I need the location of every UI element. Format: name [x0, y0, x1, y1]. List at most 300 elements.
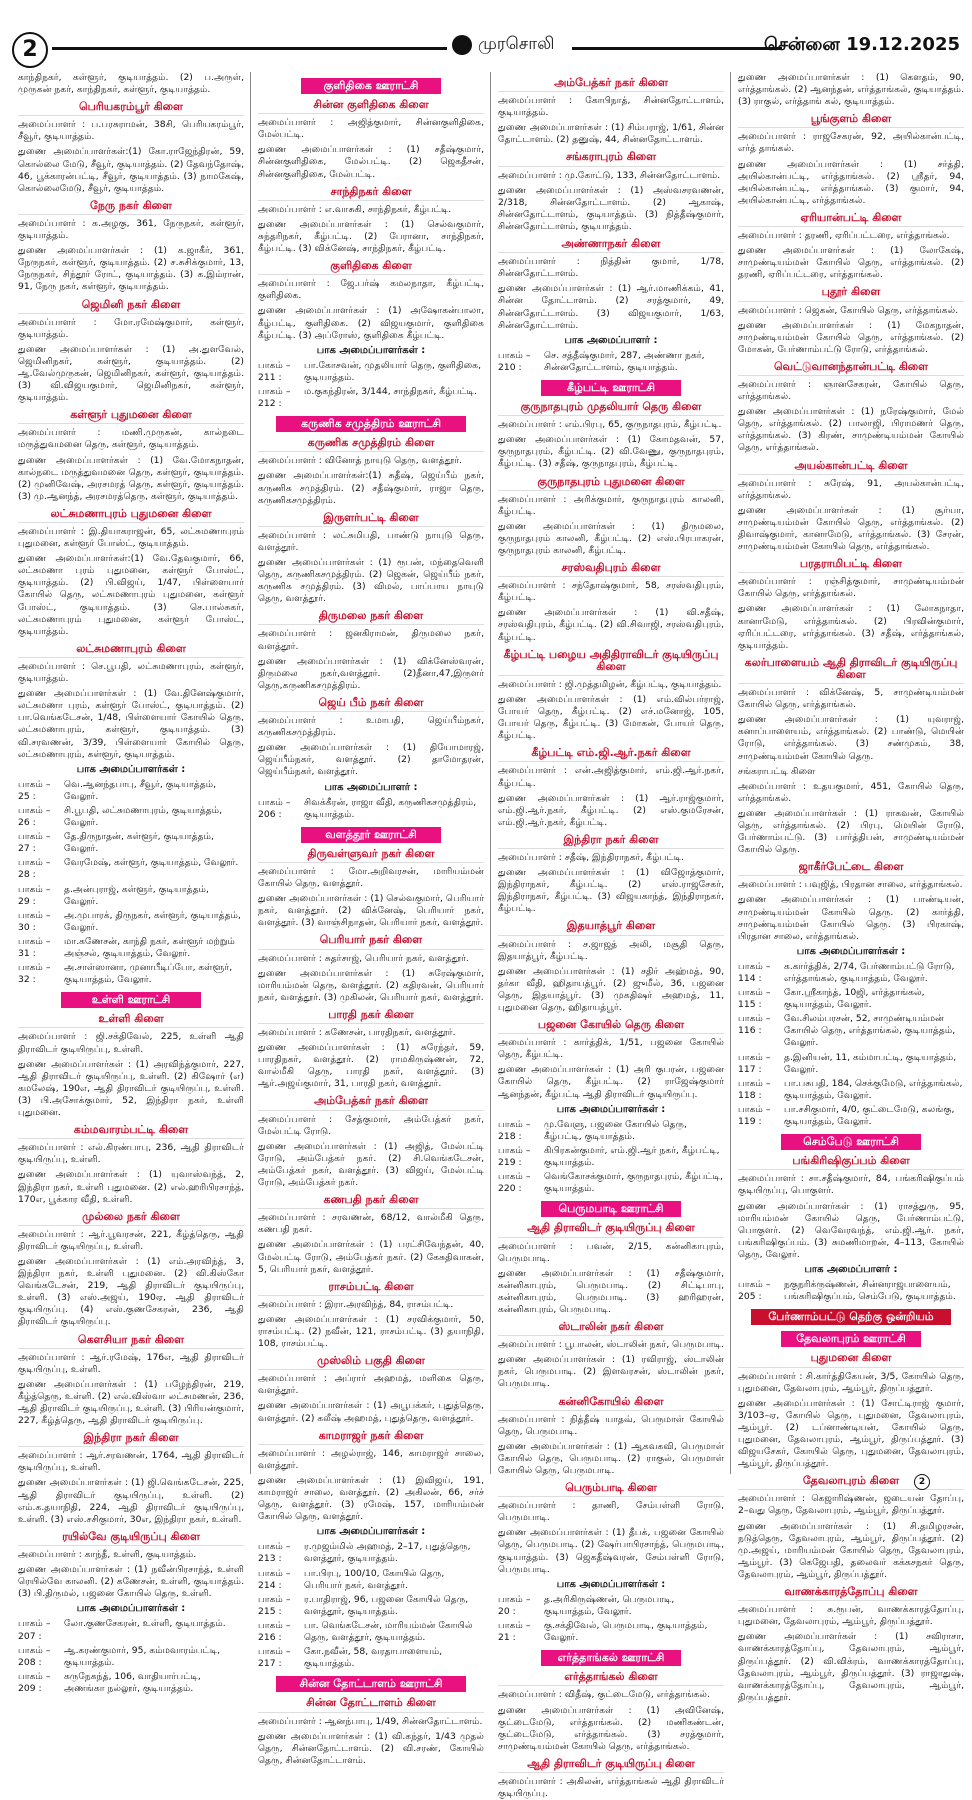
paragraph: காந்திநகர், கள்ளூர், குடியாத்தம். (2) ப.அருள், முருகன் நகர், காந்திநகர், கள்ளூர், குடியாத்தம். — [18, 72, 244, 96]
section-heading: ஜெமினி நகர் கிளை — [18, 299, 244, 314]
column-2 — [258, 72, 484, 1766]
paragraph: அமைப்பாளர் : உமாபதி, ஜெய்பீம்நகர், கருணிகசமுத்திரம். — [258, 715, 484, 739]
booth-number: பாகம் – 115 : — [738, 987, 771, 1011]
paragraph: துணை அமைப்பாளர்கள் : (1) சுரேஷ்குமார், மாரியம்மன் தெரு, வளத்தூர். (2) கதிரவன், பெரியார் நகர், வளத்தூர். (3) முகிலன், பெரியார் நகர், வளத்தூர். — [258, 967, 484, 1003]
paragraph: அமைப்பாளர் : ஆர்.சரவணன், 1764, ஆதி திராவிடர் குடியிருப்பு, உள்ளி. — [18, 1450, 244, 1474]
paragraph: அமைப்பாளர் : ராஜசேகரன், 92, அயில்கான்பட்டி, எர்த் தாங்கல். — [738, 131, 964, 155]
paragraph: துணை அமைப்பாளர்கள் : (1) சரவிக்குமார், 50, ராசம்பட்டி. (2) நவீன், 121, ராசம்பட்டி. (3) தயாநிதி, 108, ராசம்பட்டி. — [258, 1313, 484, 1350]
section-heading: சரஸ்வதிபுரம் கிளை — [498, 562, 724, 577]
paragraph: துணை அமைப்பாளர்கள் : (1) சோட்டிராஜ் குமார், 3/103–ஏ, கோயில் தெரு, புதுமனை, தேவலாபுரம், ஆம்பூர். (2) டப்னாண்டியன், கோயில் தெரு, புதுமனை, தேவலாபுரம், ஆம்பூர், திருப்பத்தூர். (3) விஜயசேகர், கோயில் தெரு, புதுமனை, தேவலாபுரம், ஆம்பூர், திருப்பத்தூர். — [738, 1397, 964, 1470]
booth-number: பாகம் – 220 : — [498, 1171, 531, 1195]
booth-text: கு.சக்திவேல், பெருமபாடி, குடியாத்தம், வேலூர். — [544, 1620, 708, 1644]
section-heading: இருளர்பட்டி கிளை — [258, 512, 484, 527]
subheading: பாக அமைப்பாளர்கள் : — [556, 1578, 666, 1590]
list-item — [18, 910, 244, 934]
paragraph: அமைப்பாளர் : கணேசன், பாரதிநகர், வளத்தூர். — [258, 1027, 456, 1038]
panchayat-banner: பெருமபாடி ஊராட்சி — [541, 1201, 681, 1217]
booth-text: ர.முஜம்மில் அஹமத், 2–17, புதுத்தெரு, வளத்தூர், குடியாத்தம். — [304, 1541, 471, 1565]
section-heading: கள்ளூர் புதுமனை கிளை — [18, 409, 244, 424]
booth-text: க.கார்த்திக், 2/74, பேர்ணாம்பட்டு ரோடு, எர்த்தாங்கல், குடியாத்தம், வேலூர். — [784, 960, 955, 984]
section-heading: ராசம்பட்டி கிளை — [258, 1281, 484, 1296]
booth-number: பாகம் – 117 : — [738, 1051, 771, 1075]
paragraph: அமைப்பாளர் : இரா.அரவிந்த், 84, ராசம்பட்டி. — [258, 1298, 454, 1310]
list-item — [738, 1279, 964, 1303]
paragraph: துணை அமைப்பாளர்கள் : (1) அரவிந்த்குமார், 227, ஆதி திராவிடர் குடியிருப்பு, உள்ளி. (2) கிஷோர் (எ) கமலேஷ், 190எ, ஆதி திராவிடர் குடியிருப்பு, உள்ளி. (3) பி.அசோக்குமார், 52, இந்திரா நகர், உள்ளி புதுமனை. — [18, 1058, 244, 1119]
section-heading: இதயாத்பூர் கிளை — [498, 920, 724, 935]
booth-number: பாகம் – 213 : — [258, 1541, 291, 1565]
header-rule-right — [572, 47, 782, 50]
list-item — [738, 961, 964, 985]
paragraph: துணை அமைப்பாளர்கள் : (1) வே.தினேஷ்குமார், லட்சுமணா புரம், கள்ளூர் போஸ்ட், குடியாத்தம். (2) பா.வெங்கடேசன், 1/48, பிள்ளையார் கோயில் தெரு, லட்சுமணாபுரம், கள்ளூர், குடியாத்தம். (3) வி.சரவணன், 3/39, பிள்ளையார் கோயில் தெரு, லட்சுமணாபுரம், கள்ளூர், குடியாத்தம். — [18, 688, 244, 760]
booth-text: மா.கணேசன், காந்தி நகர், கள்ளூர் மற்றும் அஞ்சல், குடியாத்தம், வேலூர். — [64, 935, 235, 959]
subheading: பாக அமைப்பாளர்கள் : — [556, 1103, 666, 1115]
paragraph: அமைப்பாளர் : பூபாலன், ஸ்டாலின் நகர், பெருமபாடி. — [498, 1339, 724, 1351]
paragraph: அமைப்பாளர் : மணி.முருகன், கால்நடை மருத்துவமனை தெரு, கள்ளூர், குடியாத்தம். — [18, 427, 244, 451]
panchayat-banner: சின்ன தோட்டாளம் ஊராட்சி — [276, 1676, 466, 1692]
paragraph: துணை அமைப்பாளர்கள் : (1) எம்.அரவிந்த், 3, இந்திரா நகர், உள்ளி புதுமனை. (2) வி.கிஸ்கோ வெங்கடேசன், 219, ஆதி திராவிடர் குடியிருப்பு, உள்ளி. (3) எஸ்.அஜய், 190ஏ, ஆதி திராவிடர் குடியிருப்பு. (4) எஸ்.குணசேகரன், 236, ஆதி திராவிடர் குடியிருப்பு. — [18, 1255, 244, 1328]
section-heading: குருநாதபுரம் புதுமனை கிளை — [498, 476, 724, 491]
paragraph: அமைப்பாளர் : ஆனந்பாபு, 1/49, சின்னதோட்டாளம். — [258, 1715, 483, 1727]
booth-number: பாகம் – 212 : — [258, 385, 291, 410]
section-heading: லட்சுமணாபுரம் புதுமனை கிளை — [18, 508, 244, 523]
list-item — [738, 1078, 964, 1102]
subheading: பாக அமைப்பாளர்கள் : — [316, 1526, 426, 1538]
section-heading: கீழ்பட்டி எம்.ஜி.ஆர்.நகர் கிளை — [498, 747, 724, 762]
section-heading: சங்கராபுரம் கிளை — [498, 151, 724, 166]
section-heading: எர்த்தாங்கல் கிளை — [498, 1671, 724, 1686]
section-heading: வெட்டுவானந்தான்பட்டி கிளை — [738, 361, 964, 376]
booth-text: கோ.ஸ்ரீகாந்த், 10ஜி, எர்த்தாங்கல், குடியாத்தம், வேலூர். — [784, 987, 925, 1011]
header-rule-left — [52, 47, 447, 50]
list-item — [498, 1620, 724, 1644]
paragraph: துணை அமைப்பாளர்கள் : (1) செல்வகுமார், சுந்தரிநகர், கீழ்பட்டி. (2) பேரானா, சாந்திநகர், கீழ்பட்டி. (3) விக்னேஷ், சாந்திநகர், கீழ்பட்டி. — [258, 218, 484, 255]
section-heading: பாரதி நகர் கிளை — [258, 1009, 484, 1024]
paragraph: துணை அமைப்பாளர்கள் : (1) தீபக், பஜனை கோயில் தெரு, பெருமபாடி. (2) ஷேர்பாபிரசாந்த், பெருமபாடி, குடியாத்தம். (3) ஜெகதீஷ்வரன், சேம்பள்ளி ரோடு, பெருமபாடி. — [498, 1527, 724, 1575]
booth-number: பாகம் – 206 : — [258, 796, 291, 820]
booth-text: மு.வேளு, பஜனை கோயில் தெரு, கீழ்பட்டி, குடியாத்தம். — [544, 1118, 687, 1142]
paragraph: அமைப்பாளர் : லட்சுமிபதி, பாண்டு நாயுடு தெரு, வளத்தூர். — [258, 529, 484, 553]
booth-number: பாகம் – 209 : — [18, 1670, 51, 1694]
list-item — [498, 1171, 724, 1195]
booth-text: கருநேகந்த், 106, வாதியார்பட்டி, அணங்கா நல்லூர், குடியாத்தம். — [64, 1670, 201, 1694]
subheading: பாக அமைப்பாளர்கள் : — [76, 763, 186, 775]
paragraph: துணை அமைப்பாளர்கள் : (1) வே.மோகநாதன், கால்நடை மருத்துவமனை தெரு, கள்ளூர், குடியாத்தம். (2) முனிவேஷ், அரசமரத் தெரு, கள்ளூர், குடியாத்தம். (3) மு.ஆனந்த், அரசமரத்தெரு, கள்ளூர், குடியாத்தம். — [18, 454, 244, 502]
subheading: பாக அமைப்பாளர் : — [324, 781, 418, 793]
booth-number: பாகம் – 218 : — [498, 1118, 531, 1142]
paragraph: துணை அமைப்பாளர்கள் : (1) ஆர்.மாணிக்கம், 41, சின்ன தோட்டாளம். (2) சரத்குமார், 49, சின்னதோட்டாளம். (3) விஜயகுமார், 1/63, சின்னதோட்டாளம். — [498, 283, 724, 331]
section-heading: வாணக்காரத்தோப்பு கிளை — [738, 1586, 964, 1601]
paragraph: அமைப்பாளர் : கார்த்திக், 1/51, பஜனை கோயில் தெரு, கீழ்பட்டி. — [498, 1037, 724, 1061]
paragraph: துணை அமைப்பாளர்கள் : (1) யுவராஜ், கனாப்பாளையம், எர்த்தாங்கல். (2) பாண்டு, மெயின் ரோடு, எர்த்தாங்கல். (3) சண்முகம், 38, சாமுண்டியம்மன் கோயில் தெரு. — [738, 714, 964, 762]
list-item — [498, 1594, 724, 1618]
paragraph: அமைப்பாளர் : ஜி.முத்தமிழன், கீழ்பட்டி, குடியாத்தம். — [498, 678, 722, 690]
section-heading: பெரியகரம்பூர் கிளை — [18, 101, 244, 116]
paragraph: துணை அமைப்பாளர்கள் : (1) மேகநாதன், சாமுண்டியம்மன் கோயில் தெரு, எர்த்தாங்கல். (2) மோகன், பேர்ணாம்பட்டு ரோடு, எர்த்தாங்கல். — [738, 319, 964, 355]
paragraph: அமைப்பாளர் : பவுஜித், பிரதான சாலை, எர்த்தாங்கல். — [738, 879, 963, 891]
list-item — [258, 1646, 484, 1670]
section-heading: அயல்கான்பட்டி கிளை — [738, 460, 964, 475]
rising-sun-logo-icon — [452, 35, 472, 55]
paragraph: துணை அமைப்பாளர்கள் : (1) சதீஷ்குமார், கன்னிகாபுரம், பெருமபாடி. (2) சிட்டிபாபு, கன்னிகாபுரம், பெருமபாடி. (3) ஹரிஹரன், கன்னிகாபுரம், பெருமபாடி. — [498, 1267, 724, 1315]
paragraph: துணை அமைப்பாளர்கள் : (1) நரேஷ்குமார், மேல் தெரு, எர்த்தாங்கல். (2) பாலாஜி, பிராமணர் தெரு, எர்த்தாங்கல். (3) கிரண், சாமுண்டியம்மன் கோயில் தெரு, எர்த்தாங்கல். — [738, 406, 964, 454]
booth-text: பா. வெங்கடேசன், மாரியம்மன் கோயில் தெரு, வளத்தூர், குடியாத்தம். — [304, 1619, 473, 1644]
paragraph: துணை அமைப்பாளர்கள் : (1) அரி குபரன், பஜனை கோயில் தெரு, கீழ்பட்டி. (2) ராஜேஷ்குமார் ஆனந்தன், கீழ்பட்டி ஆதி திராவிடர் குடியிருப்பு. — [498, 1064, 724, 1100]
paragraph: துணை அமைப்பாளர்கள் : (1) சதீஷ்குமார், சின்னகுளிதிகை, மேல்பட்டி. (2) ஜெகதீசன், சின்னகுளிதிகை, மேல்பட்டி. — [258, 144, 484, 180]
paragraph: அமைப்பாளர் : விதீஷ், குட்டைமேடு, எர்த்தாங்கல். — [498, 1689, 710, 1701]
section-heading: கன்னிகோயில் கிளை — [498, 1396, 724, 1411]
paragraph: அமைப்பாளர் : கெஜாரிஷ்ணன், ஜடையன் தோப்பு, 2–வது தெரு, தேவலாபுரம், ஆம்பூர், திருப்பத்தூர். — [738, 1493, 964, 1517]
paragraph: அமைப்பாளர் : அரிக்குமார், குருநாதபுரம் காலனி, கீழ்பட்டி. — [498, 493, 724, 517]
section-heading: லட்சுமணாபுரம் கிளை — [18, 643, 244, 658]
section-heading: பரதராமிபட்டி கிளை — [738, 558, 964, 573]
dateline: சென்னை 19.12.2025 — [763, 34, 960, 55]
panchayat-banner: கருணிக சமுத்திரம் ஊராட்சி — [276, 416, 466, 432]
booth-number: பாகம் – 29 : — [18, 883, 51, 907]
paragraph: அமைப்பாளர் : ப.பரசுராமன், 38சி, பெரியகரம்பூர், சீவூர், குடியாத்தம். — [18, 119, 244, 143]
booth-text: கோ.நவீன், 58, வரதாபாளையம், குடியாத்தம். — [304, 1646, 443, 1670]
list-item — [18, 1618, 244, 1642]
paragraph: துணை அமைப்பாளர்கள் : (1) சிம்பராஜ், 1/61, சின்ன தோட்டாளம். (2) தனுஷ், 44, சின்னதோட்டாளம். — [498, 122, 724, 146]
section-heading: தேவலாபுரம் கிளை — [738, 1475, 964, 1490]
section-heading: பஜனை கோயில் தெரு கிளை — [498, 1019, 724, 1034]
section-heading: பூங்குளம் கிளை — [738, 113, 964, 128]
page-number: 2 — [12, 32, 48, 68]
masthead — [12, 30, 960, 66]
booth-text: அ.முபாரக், திருநகர், கள்ளூர், குடியாத்தம், வேலூர். — [64, 909, 241, 933]
brand-name: முரசொலி — [478, 34, 555, 54]
section-heading: இந்திரா நகர் கிளை — [498, 834, 724, 849]
section-heading: சாந்திநகர் கிளை — [258, 186, 484, 201]
booth-number: பாகம் – 215 : — [258, 1593, 291, 1617]
booth-text: சிவக்கீரன், ராஜா வீதி, கருணிகசமுத்திரம், குடியாத்தம். — [304, 796, 477, 820]
booth-text: ம.குகந்திரன், 3/144, சாந்திநகர், கீழ்பட்டி. — [304, 385, 477, 397]
booth-number: பாகம் – 28 : — [18, 857, 51, 881]
paragraph: துணை அமைப்பாளர்கள் : (1) திருமலை, குருநாதபுரம் காலனி, கீழ்பட்டி. (2) எஸ்.பிரபாகரன், குருநாதபுரம் காலனி, கீழ்பட்டி. — [498, 520, 724, 556]
list-item — [498, 1119, 724, 1143]
paragraph: துணை அமைப்பாளர்கள் : (1) அஜித், மேல்பட்டி ரோடு, அம்பேத்கர் நகர். (2) சி.வெங்கடேசன், அம்பேத்கர் நகர், வளத்தூர். (3) விஜய், மேல்பட்டி ரோடு, அம்பேத்கர் நகர். — [258, 1140, 484, 1189]
section-heading: முல்லை நகர் கிளை — [18, 1211, 244, 1226]
booth-text: வெங்கோசக்குமார், குருநாதபுரம், கீழ்பட்டி, குடியாத்தம். — [544, 1171, 723, 1195]
paragraph: துணை அமைப்பாளர்கள் : (1) அ.துளவேல், ஜெமினிநகர், கள்ளூர், குடியாத்தம். (2) ஆ.வேல்முருகன், ஜெமினிநகர், கள்ளூர், குடியாத்தம். (3) வி.விஜயகுமார், ஜெமினிநகர், கள்ளூர், குடியாத்தம். — [18, 343, 244, 404]
paragraph: துணை அமைப்பாளர்கள் : (1) சி.தமிழரசன், நடுத்தெரு, தேவலாபுரம், ஆம்பூர், திருப்பத்தூர். (2) மு.அஜய், மாரியம்மன் கோயில் தெரு, தேவலாபுரம், ஆம்பூர். (3) கெஜேபதி, தலைவர் கக்கசநகர் தெரு, தேவலாபுரம், ஆம்பூர், திருப்பத்தூர். — [738, 1520, 964, 1580]
paragraph: அமைப்பாளர் : நித்தின் குமார், 1/78, சின்னதோட்டாளம். — [498, 256, 724, 280]
paragraph: அமைப்பாளர் : சு.ரூபன், வாணக்காரத்தோப்பு, புதுமனை, தேவலாபுரம், ஆம்பூர், திருப்பத்தூர். — [738, 1604, 964, 1628]
booth-number: பாகம் – 207 : — [18, 1618, 51, 1642]
paragraph: அமைப்பாளர் : அழல்ராஜ், 146, காமராஜர் சாலை, வளத்தூர். — [258, 1447, 484, 1471]
booth-number: பாகம் – 31 : — [18, 935, 51, 959]
section-heading: பெரும்பாடி கிளை — [498, 1482, 724, 1497]
paragraph: துணை அமைப்பாளர்கள் : (1) பரட்சிவேந்தன், 40, மேல்பட்டி ரோடு, அம்பேத்கர் நகர். (2) கேசுதிவாகன், 5, பெரியார் நகர், வளத்தூர். — [258, 1239, 484, 1275]
booth-number: பாகம் – 116 : — [738, 1013, 771, 1037]
paragraph: துணை அமைப்பாளர்கள் : (1) அவினேஷ், குட்டைமேடு, எர்த்தாங்கல். (2) மணிகண்டன், குட்டைமேடு, எர்த்தாங்கல். (3) சரத்குமார், சாமுண்டியம்மன் கோயில் தெரு, எர்த்தாங்கல். — [498, 1704, 724, 1752]
paragraph: துணை அமைப்பாளர்கள் : (1) அஸ்வசரவணன், 2/318, சின்னதோட்டாளம். (2) ஆகாஷ், சின்னதோட்டாளம், குடியாத்தம். (3) நித்தீஷ்குமார், சின்னதோட்டாளம், குடியாத்தம். — [498, 184, 724, 232]
subheading: பாக அமைப்பாளர்கள் : — [796, 945, 906, 957]
paragraph: துணை அமைப்பாளர்கள் : (1) விஜோத்குமார், இந்திராநகர், கீழ்பட்டி. (2) எஸ்.ராஜசேகர், இந்திராநகர், கீழ்பட்டி. (3) விஜயகாந்த், இந்திராநகர், கீழ்பட்டி. — [498, 867, 724, 915]
list-item — [258, 360, 484, 384]
paragraph: துணை அமைப்பாளர்கள் : (1) கோமதவன், 57, குருநாதபுரம், கீழ்பட்டி. (2) வி.வேணு, குருநாதபுரம், கீழ்பட்டி. (3) சதீஷ், குருநாதபுரம், கீழ்பட்டி. — [498, 434, 724, 470]
list-item — [18, 884, 244, 908]
list-item — [258, 797, 484, 821]
panchayat-banner: கீழ்பட்டி ஊராட்சி — [541, 380, 681, 396]
paragraph: துணை அமைப்பாளர்கள் : (1) ராசத்துரு, 95, மாரியம்மன் கோயில் தெரு, பேர்ணாம்பட்டு, பொகுளர். (2) வெவேரவந்த், எம்.ஜி.ஆர். நகர், பங்கரிஷிகுப்பம். (3) சுமணிமாறன், 4–113, கோயில் தெரு, வேலூர். — [738, 1200, 964, 1260]
paragraph: அமைப்பாளர் : ஜெகன், கோயில் தெரு, எர்த்தாங்கல். — [738, 304, 959, 316]
paragraph: அமைப்பாளர் : ரஞ்சித்குமார், சாமுண்டியம்மன் கோயில் தெரு, எர்த்தாங்கல். — [738, 576, 964, 600]
paragraph: துணை அமைப்பாளர்கள் : (1) இவிஜய், 191, காமராஜர் சாலை, வளத்தூர். (2) அகிலன், 66, சர்ச் தெரு, வளத்தூர். (3) ரமேஷ், 157, மாரியம்மன் கோயில் தெரு, வளத்தூர். — [258, 1474, 484, 1523]
paragraph: அமைப்பாளர் : எல்.கிரண்பாபு, 236, ஆதி திராவிடர் குடியிருப்பு, உள்ளி. — [18, 1142, 244, 1166]
paragraph: துணை அமைப்பாளர்கள் : (1) ஆகவகவி, பெருமாள் கோயில் தெரு, பெருமபாடி. (2) ராகுல், பெருமாள் கோயில் தெரு, பெருமபாடி. — [498, 1440, 724, 1476]
subheading: பாக அமைப்பாளர்கள் : — [316, 344, 426, 356]
section-heading: ஜாகீர்பேட்டை கிளை — [738, 861, 964, 876]
section-heading: சின்ன தோட்டாளம் கிளை — [258, 1697, 484, 1712]
list-item — [258, 1594, 484, 1618]
paragraph: அமைப்பாளர் : இ.தியாகராஜன், 65, லட்சுமணாபுரம் புதுமனை, கள்ளூர் போஸ்ட், குடியாத்தம். — [18, 526, 244, 550]
paragraph: துணை அமைப்பாளர்கள் : (1) ரூபன், மந்தைவெளி தெரு, கருணிகசமுத்திரம். (2) ஜெகன், ஜெய்பீம் நகர், கருணிக சமுத்திரம். (3) விமல், பாப்பாய நாயுடு தெரு, வளத்தூர். — [258, 557, 484, 605]
panchayat-banner: செம்பேடு ஊராட்சி — [781, 1134, 921, 1150]
section-heading: அம்பேத்கர் நகர் கிளை — [258, 1095, 484, 1110]
booth-text: கிபிரகன்குமார், எம்.ஜி.ஆர் நகர், கீழ்பட்டி, குடியாத்தம். — [544, 1144, 720, 1169]
section-heading: ஆதி திராவிடர் குடியிருப்பு கிளை — [498, 1758, 724, 1773]
paragraph: அமைப்பாளர் : எம்.பிரபு, 65, குருநாதபுரம், கீழ்பட்டி. — [498, 419, 722, 431]
paragraph: அமைப்பாளர் : வினோத் நாயுடு தெரு, வளத்தூர். — [258, 455, 463, 467]
paragraph: அமைப்பாளர் : ஜி.சக்திவேல், 225, உள்ளி ஆதி திராவிடர் குடியிருப்பு, உள்ளி. — [18, 1031, 244, 1055]
booth-text: பா.பிரபு, 100/10, கோயில் தெரு, பெரியார் நகர், வளத்தூர். — [304, 1567, 445, 1591]
booth-number: பாகம் – 118 : — [738, 1077, 771, 1101]
paragraph: துணை அமைப்பாளர்கள்:(1) சுதீஷ், ஜெய்பீம் நகர், கருணிக சமுத்திரம். (2) சதீஷ்குமார், ராஜா தெரு, கருணிகசமுத்திரம். — [258, 470, 484, 506]
section-heading: இந்திரா நகர் கிளை — [18, 1432, 244, 1447]
paragraph: அமைப்பாளர் : ஜனகிராமன், திருமலை நகர், வளத்தூர். — [258, 628, 484, 652]
paragraph: அமைப்பாளர் : அப்ரார் அஹமத், மளிகை தெரு, வளத்தூர். — [258, 1373, 484, 1397]
paragraph: அமைப்பாளர் : தரணி, ஏரிப்பட்டரை, எர்த்தாங்கல். — [738, 230, 950, 242]
paragraph: அமைப்பாளர் : பவன், 2/15, கன்னிகாபுரம், பெருமபாடி. — [498, 1240, 724, 1264]
section-heading: கௌசியா நகர் கிளை — [18, 1334, 244, 1349]
paragraph: அமைப்பாளர் : உதயகுமார், 451, கோயில் தெரு, எர்த்தாங்கல். — [738, 780, 964, 804]
paragraph: துணை அமைப்பாளர்கள் : (1) சுரேந்தர், 59, பாரதிநகர், வளத்தூர். (2) ராமகிருஷ்ணன், 72, வால்மீகி தெரு, பாரதி நகர், வளத்தூர். (3) ஆர்.அஜய்குமார், 31, பாரதி நகர், வளத்தூர். — [258, 1042, 484, 1090]
booth-number: பாகம் – 214 : — [258, 1567, 291, 1591]
paragraph: அமைப்பாளர் : சந்தோஷ்குமார், 58, சரஸ்வதிபுரம், கீழ்பட்டி. — [498, 580, 724, 604]
list-item — [18, 962, 244, 986]
booth-number: பாகம் – 210 : — [498, 349, 531, 373]
paragraph: சங்கராபட்டி கிளை — [738, 765, 816, 777]
booth-text: பா.பசுபதி, 184, செக்குமேடு, எர்த்தாங்கல், குடியாத்தம், வேலூர். — [784, 1077, 963, 1101]
paragraph: அமைப்பாளர் : தாணி, சேம்பள்ளி ரோடு, பெருமபாடி. — [498, 1500, 724, 1524]
column-4 — [738, 72, 964, 1703]
paragraph: அமைப்பாளர் : அகிலன், எர்த்தாங்கல் ஆதி திராவிடர் குடியிருப்பு. — [498, 1775, 724, 1800]
section-heading: புதூர் கிளை — [738, 286, 964, 301]
booth-number: பாகம் – 208 : — [18, 1644, 51, 1668]
booth-number: பாகம் – 26 : — [18, 804, 51, 829]
booth-text: அ.சாள்ஸானா, முனாபீடிப்போ, கள்ளூர், குடியாத்தம், வேலூர். — [64, 962, 233, 986]
section-heading: கம்மவாரம்பட்டி கிளை — [18, 1124, 244, 1139]
paragraph: அமைப்பாளர் : ஜே.பர்ஷ் கமலநாதா, கீழ்பட்டி, குளிதிகை. — [258, 278, 484, 302]
paragraph: துணை அமைப்பாளர்கள் : (1) க.ஜாகீர், 361, நேருநகர், கள்ளூர், குடியாத்தம். (2) ச.சுசிக்குமார், 13, நேருநகர், சிந்தூர் ரோட், குடியாத்தம். (3) க.இம்ரான், 91, நேரு நகர், கள்ளூர், குடியாத்தம். — [18, 245, 244, 293]
paragraph: அமைப்பாளர் : சுதர்சாஜ், பெரியார் நகர், வளத்தூர். — [258, 952, 469, 964]
paragraph: அமைப்பாளர் : ஆர்.ரமேஷ், 176எ, ஆதி திராவிடர் குடியிருப்பு, உள்ளி. — [18, 1351, 244, 1375]
paragraph: துணை அமைப்பாளர்கள் : (1) செல்வகுமார், பெரியார் நகர், வளத்தூர். (2) விக்னேஷ், பெரியார் நகர், வளத்தூர். (3) வாஞ்சிநாதன், பெரியார் நகர், வளத்தூர். — [258, 893, 484, 929]
list-item — [258, 1541, 484, 1565]
section-heading: கலர்பாளையம் ஆதி திராவிடர் குடியிருப்பு கிளை — [738, 657, 964, 684]
booth-number: பாகம் – 25 : — [18, 778, 51, 802]
booth-text: வே.சிலம்பரசன், 52, சாமுண்டியம்மன் கோயில் தெரு, எர்த்தாங்கல், குடியாத்தம், வேலூர். — [784, 1013, 956, 1049]
paragraph: அமைப்பாளர் : விக்னேஷ், 5, சாமுண்டியம்மன் கோயில் தெரு, எர்த்தாங்கல். — [738, 687, 964, 711]
panchayat-banner: உள்ளி ஊராட்சி — [61, 992, 201, 1008]
paragraph: துணை அமைப்பாளர்கள் : (1) சர்த்தி, அயில்கான்பட்டி, எர்த்தாங்கல். (2) ஸ்ரீதர், 94, அயில்கான்பட்டி, எர்த்தாங்கல். (3) குமார், 94, அயில்கான்பட்டி, எர்த்தாங்கல். — [738, 158, 964, 206]
list-item — [498, 350, 724, 374]
paragraph: துணை அமைப்பாளர்கள் : (1) எம்.வில்பர்ராஜ், போயர் தெரு, கீழ்பட்டி. (2) எச்.மனோஜ், 105, போயர் தெரு, கீழ்பட்டி. (3) மோகன், போயர் தெரு, கீழ்பட்டி. — [498, 693, 724, 742]
section-heading: குளிதிகை கிளை — [258, 260, 484, 275]
column-1 — [18, 72, 244, 1694]
booth-text: செ. சத்தீஷ்குமார், 287, அண்ணா நகர், சின்னதோட்டாளம், குடியாத்தம். — [544, 349, 705, 373]
booth-number: பாகம் – 119 : — [738, 1103, 771, 1128]
booth-number: பாகம் – 211 : — [258, 359, 291, 383]
paragraph: துணை அமைப்பாளர்கள் : (1) சூர்யா, சாமுண்டியம்மன் கோயில் தெரு, எர்த்தாங்கல். (2) திவாஷ்குமார், கானாமேடு, எர்த்தாங்கல். (3) சேரன், சாமுண்டியம்மன் கோயில் தெரு, எர்த்தாங்கல். — [738, 504, 964, 553]
paragraph: துணை அமைப்பாளர்கள் : (1) நவீன்பிரசாந்த், உள்ளி ரெயில்வே காலனி. (2) கணேசன், உள்ளி, குடியாத்தம். (3) பி.திருமல், பஜனை கோயில் தெரு, உள்ளி. — [18, 1564, 244, 1600]
list-item — [258, 1568, 484, 1592]
list-item — [18, 779, 244, 803]
section-heading: திருவள்ளுவர் நகர் கிளை — [258, 848, 484, 863]
section-heading: ஸ்டாலின் நகர் கிளை — [498, 1321, 724, 1336]
list-item — [258, 386, 484, 410]
brand — [452, 34, 572, 56]
paragraph: அமைப்பாளர் : ஆர்.பூவரசன், 221, கீழ்த்தெரு, ஆதி திராவிடர் குடியிருப்பு, உள்ளி. — [18, 1228, 244, 1252]
booth-text: வேரமேஷ், கள்ளூர், குடியாத்தம், வேலூர். — [64, 857, 239, 869]
section-heading: புதுமனை கிளை — [738, 1352, 964, 1367]
paragraph: அமைப்பாளர் : கோபிநாத், சின்னதோட்டாளம், குடியாத்தம். — [498, 95, 724, 119]
paragraph: அமைப்பாளர் : க.அழகு, 361, நேருநகர், கள்ளூர், குடியாத்தம். — [18, 217, 244, 242]
booth-text: பா.கோசவன், முதலியார் தெரு, குளிதிகை, குடியாத்தம். — [304, 359, 482, 383]
booth-number: பாகம் – 114 : — [738, 960, 771, 984]
booth-text: த.அரிகிருஷ்ணன், பெருமபாடி, குடியாத்தம், வேலூர். — [544, 1593, 675, 1617]
paragraph: துணை அமைப்பாளர்கள் : (1) ரவிராஜ், ஸ்டாலின் நகர், பெருமபாடி. (2) இளவரசன், ஸ்டாலின் நகர், பெருமபாடி. — [498, 1354, 724, 1390]
paragraph: துணை அமைப்பாளர்கள் : (1) பாண்டியன், சாமுண்டியம்மன் கோயில் தெரு. (2) கார்த்தி, சாமுண்டியம்மன் கோயில் தெரு. (3) பிரகாஷ், பிரதான சாலை, எர்த்தாங்கல். — [738, 894, 964, 942]
footer-page-number: 2 — [914, 1474, 930, 1490]
section-heading: அண்ணாநகர் கிளை — [498, 238, 724, 253]
section-heading: முஸ்லிம் பகுதி கிளை — [258, 1355, 484, 1370]
booth-number: பாகம் – 205 : — [738, 1279, 771, 1303]
paragraph: அமைப்பாளர் : ஞானசேகரன், கோயில் தெரு, எர்த்தாங்கல். — [738, 378, 964, 403]
section-heading: திருமலை நகர் கிளை — [258, 610, 484, 625]
section-heading: அம்பேத்கர் நகர் கிளை — [498, 77, 724, 92]
paragraph: துணை அமைப்பாளர்கள் : (1) அபூபக்கர், புதுத்தெரு, வளத்தூர். (2) கலீஷ் அஹமத், புதுத்தெரு, வளத்தூர். — [258, 1400, 484, 1424]
panchayat-banner: எர்த்தாங்கல் ஊராட்சி — [541, 1650, 681, 1666]
section-heading: சின்ன குளிதிகை கிளை — [258, 99, 484, 114]
paragraph: அமைப்பாளர் : ச.ஜாஜத் அலி, மசூதி தெரு, இதயாத்பூர், கீழ்பட்டி. — [498, 938, 724, 962]
column-divider — [490, 72, 491, 1474]
list-item — [498, 1145, 724, 1169]
panchayat-banner: தேவலாபுரம் ஊராட்சி — [781, 1331, 921, 1347]
paragraph: அமைப்பாளர் : எ.வாசுகி, சாந்திநகர், கீழ்பட்டி. — [258, 203, 452, 215]
booth-text: பா.சசிகுமார், 4/0, குட்டைமேடு, கலங்கு, குடியாத்தம், வேலூர். — [784, 1103, 955, 1128]
subheading: பாக அமைப்பாளர்கள் : — [76, 1603, 186, 1615]
paragraph: துணை அமைப்பாளர்கள் : (1) ஆர்.ராஜ்குமார், எம்.ஜி.ஆர்.நகர், கீழ்பட்டி. (2) எஸ்.குமரேசன், எம்.ஜி.ஆர்.நகர், கீழ்பட்டி. — [498, 792, 724, 828]
booth-number: பாகம் – 30 : — [18, 909, 51, 933]
paragraph: அமைப்பாளர் : செ.பூபதி, லட்சுமணாபுரம், கள்ளூர், குடியாத்தம். — [18, 660, 244, 685]
paragraph: துணை அமைப்பாளர்கள் : (1) யுவாஸ்வந்த், 2, இந்திரா நகர், உள்ளி புதுமனை. (2) எல்.ஹரிபிரசாந்த், 170எ, பூக்கார வீதி, உள்ளி. — [18, 1169, 244, 1205]
booth-text: ர.பாதிராஜ், 96, பஜனை கோயில் தெரு, வளத்தூர், குடியாத்தம். — [304, 1593, 469, 1617]
section-heading: ஏரியான்பட்டி கிளை — [738, 212, 964, 227]
list-item — [18, 805, 244, 829]
paragraph: அமைப்பாளர் : என்.அஜித்குமார், எம்.ஜி.ஆர்.நகர், கீழ்பட்டி. — [498, 765, 724, 789]
paragraph: அமைப்பாளர் : சேத்குமார், அம்பேத்கர் நகர், மேல்பட்டி ரோடு. — [258, 1113, 484, 1137]
paragraph: துணை அமைப்பாளர்கள் : (1) விக்னேஸ்வரன், திருமலை நகர்,வளத்தூர். (2)தீனா,47,இருளர் தெரு,கருணிகசமுத்திரம். — [258, 655, 484, 691]
booth-number: பாகம் – 217 : — [258, 1646, 291, 1670]
list-item — [738, 1104, 964, 1128]
list-item — [738, 987, 964, 1011]
union-banner: பேர்ணாம்பட்டு தெற்கு ஒன்றியம் — [751, 1309, 951, 1325]
booth-number: பாகம் – 216 : — [258, 1619, 291, 1644]
booth-text: தே.திருநாதன், கள்ளூர், குடியாத்தம், வேலூர். — [64, 831, 214, 855]
paragraph: அமைப்பாளர் : காந்தீ, உள்ளி, குடியாத்தம். — [18, 1548, 197, 1560]
booth-number: பாகம் – 219 : — [498, 1144, 531, 1169]
paragraph: அமைப்பாளர் : சா.சதீஷ்குமார், 84, பங்கரிஷிகுப்பம் குடியிருப்பு, பொகுளர். — [738, 1173, 964, 1197]
list-item — [18, 936, 244, 960]
list-item — [18, 1645, 244, 1669]
paragraph: துணை அமைப்பாளர்கள்:(1) கோ.ராஜேந்திரன், 59, கொல்லை மேடு, சீவூர், குடியாத்தம். (2) தேவந்தோஷ், 46, பூக்காரன்பட்டி, சீவூர், குடியாத்தம். (3) நாமகேஷ், கொல்லைமேடு, சீவூர், குடியாத்தம். — [18, 146, 244, 194]
paragraph: துணை அமைப்பாளர்கள் : (1) ஜி.வெங்கடேசன், 225, ஆதி திராவிடர் குடியிருப்பு, உள்ளி. (2) எம்.க.தயாநிதி, 224, ஆதி திராவிடர் குடியிருப்பு, உள்ளி. (3) எஸ்.சசிகுமார், 30எ, இந்திரா நகர், உள்ளி. — [18, 1477, 244, 1525]
section-heading: காமராஜர் நகர் கிளை — [258, 1430, 484, 1445]
paragraph: துணை அமைப்பாளர்கள் : (1) சவிராசா, வாணக்காரத்தோப்பு, தேவலாபுரம், ஆம்பூர், திருப்பத்தூர். (2) வி.விக்ரம், வாணக்காரத்தோப்பு, தேவலாபுரம், ஆம்பூர், திருப்பத்தூர். (3) ராஜாதுஷ், வாணக்காரத்தோப்பு, தேவலாபுரம், ஆம்பூர், திருப்பத்தூர். — [738, 1631, 964, 1703]
list-item — [18, 1671, 244, 1695]
section-heading: பெரியார் நகர் கிளை — [258, 934, 484, 949]
paragraph: துணை அமைப்பாளர்கள்:(1) வே.தேவகுமார், 66, லட்சுமணா புரம் புதுமனை, கள்ளூர் போஸ்ட், குடியாத்தம். (2) பி.விஜய், 1/47, பிள்ளையார் கோயில் தெரு, லட்சுமணாபுரம் புதுமனை, கள்ளூர் போஸ்ட், குடியாத்தம். (3) செ.பால்சுகர், லட்சுமணாபுரம் புதுமனை, கள்ளூர் போஸ்ட், குடியாத்தம். — [18, 553, 244, 637]
list-item — [258, 1620, 484, 1644]
paragraph: துணை அமைப்பாளர்கள் : (1) லோகேஷ், சாமுண்டியம்மன் கோயில் தெரு, எர்த்தாங்கல். (2) தரணி, ஏரிப்பட்டரை, எர்த்தாங்கல். — [738, 245, 964, 281]
section-heading: நேரு நகர் கிளை — [18, 200, 244, 215]
booth-text: வெ.ஆனந்தபாபு, சீவூர், குடியாத்தம், வேலூர். — [64, 778, 217, 802]
paragraph: துணை அமைப்பாளர்கள் : (1) சதிர் அஹ்மத், 90, தர்கா வீதி, ஹிதாயத்பூர். (2) ஜுமீல், 36, பஜனை தெரு, இதயாத்பூர். (3) முகதிஷர் அஹமத், 11, புதுமனை தெரு, ஹிதாயத்பூர். — [498, 965, 724, 1013]
paragraph: துணை அமைப்பாளர்கள் : (1) வி.கந்தர், 1/43 முதல் தெரு, சின்னதோட்டாளம். (2) வி.சரண், கோயில் தெரு, சின்னதோட்டாளம். — [258, 1730, 484, 1766]
list-item — [738, 1052, 964, 1076]
paragraph: அமைப்பாளர் : மோ.ரமேஷ்குமார், கள்ளூர், குடியாத்தம். — [18, 316, 244, 340]
booth-number: பாகம் – 20 : — [498, 1593, 531, 1617]
panchayat-banner: வளத்தூர் ஊராட்சி — [301, 827, 441, 843]
panchayat-banner: குளிதிகை ஊராட்சி — [301, 78, 441, 94]
section-heading: பங்கிரிஷிகுப்பம் கிளை — [738, 1155, 964, 1170]
section-heading: குருநாதபுரம் முதலியார் தெரு கிளை — [498, 401, 724, 416]
paragraph: துணை அமைப்பாளர்கள் : (1) வி.சதீஷ், சரஸ்வதிபுரம், கீழ்பட்டி. (2) வி.சிவாஜி, சரஸ்வதிபுரம், கீழ்பட்டி. — [498, 607, 724, 643]
paragraph: அமைப்பாளர் : நித்தீஷ் யாதவ், பெருமாள் கோயில் தெரு, பெருமபாடி. — [498, 1413, 724, 1437]
section-heading: கீழ்பட்டி பழைய அதிதிராவிடர் குடியிருப்பு கிளை — [498, 649, 724, 676]
paragraph: அமைப்பாளர் : சரவணன், 68/12, வால்மீகி தெரு, கணபதி நகர். — [258, 1212, 484, 1236]
booth-number: பாகம் – 27 : — [18, 831, 51, 855]
section-heading: கணபதி நகர் கிளை — [258, 1194, 484, 1209]
subheading: பாக அமைப்பாளர் : — [564, 334, 658, 346]
section-heading: உள்ளி கிளை — [18, 1013, 244, 1028]
booth-text: லோ.குணசேகரன், உள்ளி, குடியாத்தம். — [64, 1618, 226, 1630]
section-heading: ரயில்வே குடியிருப்பு கிளை — [18, 1531, 244, 1546]
column-3 — [498, 72, 724, 1800]
column-divider — [730, 72, 731, 1474]
paragraph: துணை அமைப்பாளர்கள் : (1) அஷோகன்பாலா, கீழ்பட்டி, குளிதிகை. (2) விஜயகுமார், குளிதிகை கீழ்பட்டி. (3) அப்ரோஸ், குளிதிகை கீழ்பட்டி. — [258, 305, 484, 341]
paragraph: துணை அமைப்பாளர்கள் : (1) தியோமாரஜ், ஜெய்பீம்நகர், வளத்தூர். (2) தாமோதரன், ஜெய்பீம்நகர், வளத்தூர். — [258, 742, 484, 778]
booth-text: த.அன்புராஜ், கள்ளூர், குடியாத்தம், வேலூர். — [64, 883, 209, 907]
booth-text: சி.பூபதி, லட்சுமணாபுரம், குடியாத்தம், வேலூர். — [64, 804, 223, 829]
paragraph: அமைப்பாளர் : மு.கோட்டு, 133, சின்னதோட்டாளம். — [498, 169, 721, 181]
paragraph: துணை அமைப்பாளர்கள் : (1) கௌதம், 90, எர்த்தாங்கல். (2) ஆனந்தன், எர்த்தாங்கல், குடியாத்தம். (3) ராகுல், எர்த்தாங் கல், குடியாத்தம். — [738, 72, 964, 108]
list-item — [738, 1013, 964, 1049]
section-heading: ஆதி திராவிடர் குடியிருப்பு கிளை — [498, 1222, 724, 1237]
paragraph: துணை அமைப்பாளர்கள் : (1) லோகநாதா, கானாமேடு, எர்த்தாங்கல். (2) பிரவின்குமார், ஏரிப்பட்டரை, எர்த்தாங்கல். (3) சதீஷ், எர்த்தாங்கல், குடியாத்தம். — [738, 603, 964, 651]
booth-text: ஆ.கரண்குமார், 95, கம்மவாரம்பட்டி, குடியாத்தம். — [64, 1644, 221, 1668]
paragraph: துணை அமைப்பாளர்கள் : (1) பழேந்திரன், 219, கீழ்த்தெரு, உள்ளி. (2) எல்.விஸ்வா லட்சுமணன், 236, ஆதி திராவிடர் குடியிருப்பு, உள்ளி. (3) பிரியன்குமார், 227, கீழ்த்தெரு, ஆதி திராவிடர் குடியிருப்பு. — [18, 1378, 244, 1427]
booth-text: நகுநரிக்ருஷ்ணன், சின்னராஜபாளையம், பங்கரிஷிகுப்பம், செம்பேடு, குடியாத்தம். — [784, 1279, 956, 1303]
booth-text: த.இனியன், 11, கம்மாபட்டி, குடியாத்தம், வேலூர். — [784, 1051, 957, 1075]
paragraph: அமைப்பாளர் : சி.கார்த்திகேயன், 3/5, கோயில் தெரு, புதுமனை, தேவலாபுரம், ஆம்பூர், திருப்பத்தூர். — [738, 1370, 964, 1394]
booth-number: பாகம் – 32 : — [18, 962, 51, 986]
column-divider — [250, 72, 251, 1474]
section-heading: ஜெய் பீம் நகர் கிளை — [258, 697, 484, 712]
list-item — [18, 857, 244, 881]
list-item — [18, 831, 244, 855]
